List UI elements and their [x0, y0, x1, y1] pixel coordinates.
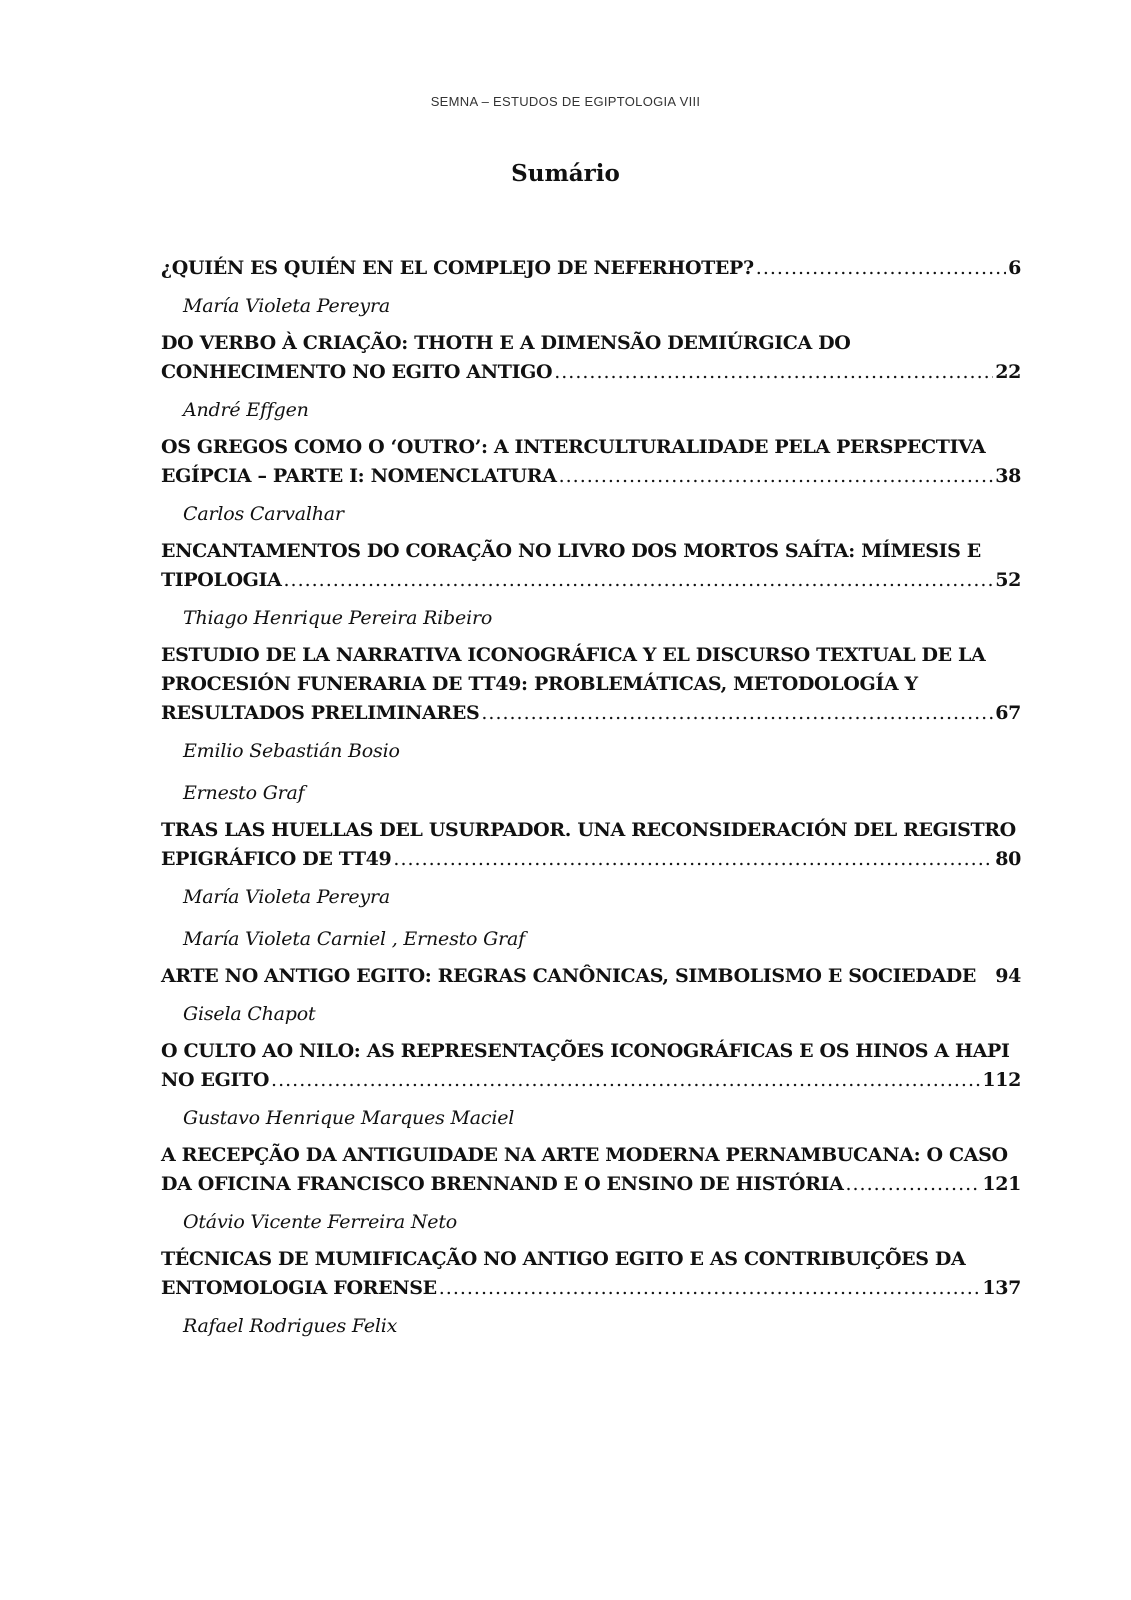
- toc-page-number: 137: [982, 1277, 1021, 1299]
- toc-entry[interactable]: [161, 1037, 1021, 1137]
- toc-entry-author: María Violeta Carniel , Ernesto Graf: [183, 928, 525, 950]
- toc-entry-title: ¿QUIÉN ES QUIÉN EN EL COMPLEJO DE NEFERHOTEP?: [161, 257, 754, 279]
- toc-page-number: 22: [995, 361, 1021, 383]
- toc-entry[interactable]: [161, 641, 1021, 812]
- toc-page-number: 52: [995, 569, 1021, 591]
- toc-entry-title: RESULTADOS PRELIMINARES: [161, 702, 480, 724]
- dot-leader: [439, 1274, 981, 1303]
- toc-entry-title-line: TÉCNICAS DE MUMIFICAÇÃO NO ANTIGO EGITO E AS CONTRIBUIÇÕES DA: [161, 1248, 966, 1270]
- toc-entry-title: ENTOMOLOGIA FORENSE: [161, 1277, 437, 1299]
- table-of-contents: [161, 254, 1021, 1349]
- dot-leader: [845, 1170, 980, 1199]
- toc-entry-title-line: [161, 358, 1021, 387]
- dot-leader: [393, 845, 993, 874]
- toc-entry-title-line: [161, 462, 1021, 491]
- toc-entry-author: Otávio Vicente Ferreira Neto: [183, 1211, 458, 1233]
- toc-entry-title-line: [161, 962, 1021, 991]
- toc-entry-title-line: O CULTO AO NILO: AS REPRESENTAÇÕES ICONOGRÁFICAS E OS HINOS A HAPI: [161, 1040, 1010, 1062]
- toc-entry-title-line: [161, 1274, 1021, 1303]
- toc-entry-title-line: TRAS LAS HUELLAS DEL USURPADOR. UNA RECONSIDERACIÓN DEL REGISTRO: [161, 819, 1016, 841]
- toc-entry-title-line: [161, 566, 1021, 595]
- page-title: Sumário: [511, 160, 620, 187]
- toc-entry-author: Gustavo Henrique Marques Maciel: [183, 1107, 515, 1129]
- toc-entry[interactable]: [161, 1245, 1021, 1345]
- toc-entry-author: Rafael Rodrigues Felix: [183, 1315, 398, 1337]
- dot-leader: [554, 358, 993, 387]
- dot-leader: [271, 1066, 980, 1095]
- toc-page-number: 80: [995, 848, 1021, 870]
- toc-page-number: 38: [995, 465, 1021, 487]
- toc-entry-author: Emilio Sebastián Bosio: [183, 740, 400, 762]
- toc-entry-title: EGÍPCIA – PARTE I: NOMENCLATURA: [161, 465, 557, 487]
- toc-entry-author: Thiago Henrique Pereira Ribeiro: [183, 607, 493, 629]
- toc-entry-author: Ernesto Graf: [183, 782, 305, 804]
- toc-entry[interactable]: [161, 537, 1021, 637]
- toc-page-number: 121: [982, 1173, 1021, 1195]
- toc-entry[interactable]: [161, 1141, 1021, 1241]
- toc-entry-title: NO EGITO: [161, 1069, 270, 1091]
- toc-entry-title: CONHECIMENTO NO EGITO ANTIGO: [161, 361, 553, 383]
- toc-entry-title: TIPOLOGIA: [161, 569, 282, 591]
- toc-page-number: 94: [995, 965, 1021, 987]
- running-head: SEMNA – ESTUDOS DE EGIPTOLOGIA VIII: [430, 94, 701, 109]
- toc-entry-author: María Violeta Pereyra: [183, 886, 390, 908]
- toc-entry-title-line: DO VERBO À CRIAÇÃO: THOTH E A DIMENSÃO DEMIÚRGICA DO: [161, 332, 851, 354]
- toc-entry-title: ARTE NO ANTIGO EGITO: REGRAS CANÔNICAS, SIMBOLISMO E SOCIEDADE: [161, 965, 977, 987]
- toc-page-number: 112: [982, 1069, 1021, 1091]
- dot-leader: [756, 254, 1006, 283]
- dot-leader: [283, 566, 993, 595]
- toc-page-number: 6: [1008, 257, 1021, 279]
- toc-entry-title-line: [161, 1170, 1021, 1199]
- toc-entry-title-line: [161, 845, 1021, 874]
- toc-entry-title-line: ENCANTAMENTOS DO CORAÇÃO NO LIVRO DOS MORTOS SAÍTA: MÍMESIS E: [161, 540, 981, 562]
- dot-leader: [559, 462, 994, 491]
- toc-entry-title-line: ESTUDIO DE LA NARRATIVA ICONOGRÁFICA Y EL DISCURSO TEXTUAL DE LA: [161, 644, 986, 666]
- toc-entry-title-line: [161, 699, 1021, 728]
- toc-entry[interactable]: [161, 254, 1021, 325]
- toc-entry-author: André Effgen: [183, 399, 309, 421]
- toc-entry-title: EPIGRÁFICO DE TT49: [161, 848, 392, 870]
- toc-entry-author: Carlos Carvalhar: [183, 503, 344, 525]
- toc-entry[interactable]: [161, 962, 1021, 1033]
- toc-entry-title-line: [161, 254, 1021, 283]
- toc-entry[interactable]: [161, 433, 1021, 533]
- toc-entry-title-line: [161, 1066, 1021, 1095]
- toc-entry-title: DA OFICINA FRANCISCO BRENNAND E O ENSINO DE HISTÓRIA: [161, 1173, 844, 1195]
- toc-entry-title-line: OS GREGOS COMO O ‘OUTRO’: A INTERCULTURALIDADE PELA PERSPECTIVA: [161, 436, 986, 458]
- toc-entry[interactable]: [161, 329, 1021, 429]
- toc-entry-title-line: A RECEPÇÃO DA ANTIGUIDADE NA ARTE MODERNA PERNAMBUCANA: O CASO: [161, 1144, 1008, 1166]
- dot-leader: [481, 699, 993, 728]
- toc-page-number: 67: [995, 702, 1021, 724]
- toc-entry-author: María Violeta Pereyra: [183, 295, 390, 317]
- toc-entry[interactable]: [161, 816, 1021, 958]
- toc-entry-author: Gisela Chapot: [183, 1003, 316, 1025]
- toc-entry-title-line: PROCESIÓN FUNERARIA DE TT49: PROBLEMÁTICAS, METODOLOGÍA Y: [161, 673, 918, 695]
